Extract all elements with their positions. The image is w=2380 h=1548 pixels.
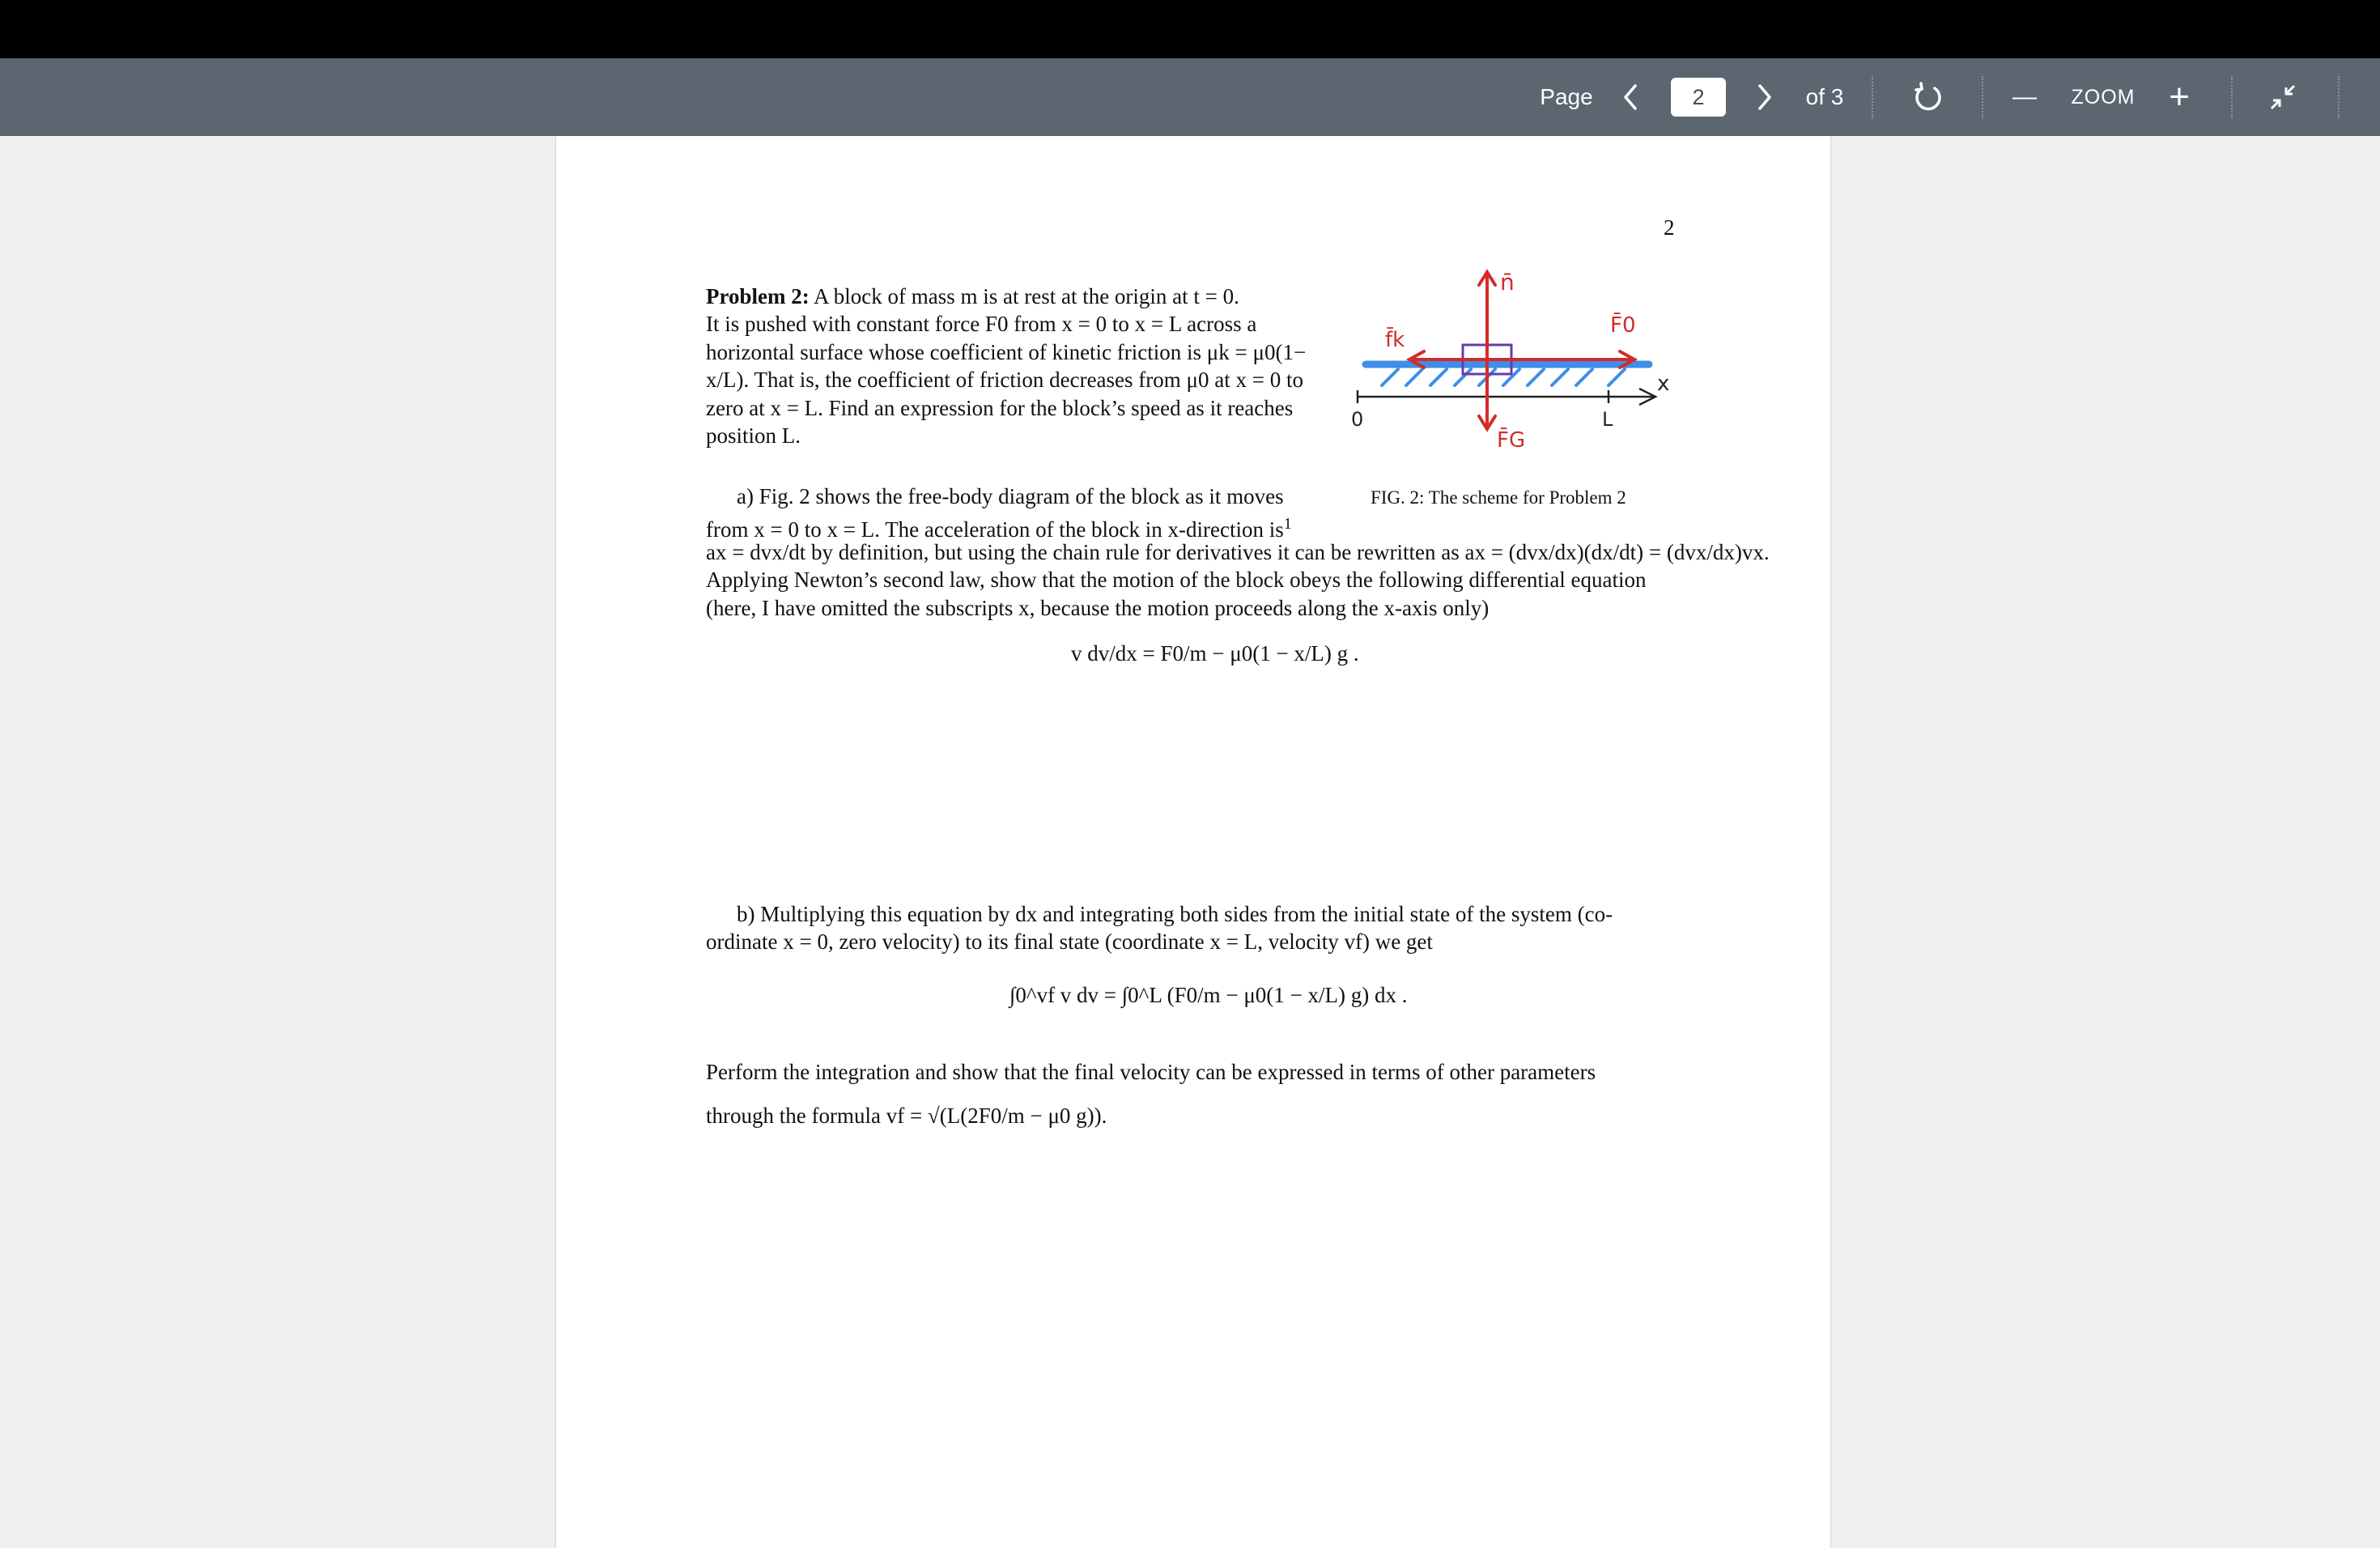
zoom-out-button[interactable]: — [2012,83,2037,110]
page-count: of 3 [1805,84,1844,109]
zoom-label: ZOOM [2071,85,2136,108]
pdf-page [555,136,1831,1548]
rotate-button[interactable] [1912,58,1944,136]
prev-page-button[interactable] [1614,58,1647,136]
toolbar-separator [2338,76,2340,118]
gravity-force-label: F̄G [1497,428,1526,453]
force-arrows [1409,272,1634,429]
part-a-line-4: Applying Newton’s second law, show that the motion of the block obeys the following differential equation [706,568,1647,592]
differential-equation: v dv/dx = F0/m − μ0(1 − x/L) g . [1071,641,1359,666]
problem-line-2: It is pushed with constant force F0 from x = 0 to x = L across a [706,312,1257,336]
chevron-right-icon [1756,83,1774,111]
page-label: Page [1540,84,1593,109]
pdf-toolbar [0,58,2380,136]
origin-label: 0 [1351,408,1364,431]
problem-line-6: position L. [706,423,801,448]
part-b-line-4: through the formula vf = √(L(2F0/m − μ0 g)). [706,1104,1107,1128]
problem-line-3: horizontal surface whose coefficient of kinetic friction is μk = μ0(1− [706,340,1307,364]
end-label: L [1602,408,1613,431]
exit-fullscreen-button[interactable] [2267,58,2299,136]
part-a-line-1: a) Fig. 2 shows the free-body diagram of the block as it moves [737,484,1284,508]
part-b-line-2: ordinate x = 0, zero velocity) to its final state (coordinate x = L, velocity vf) we get [706,929,1433,954]
footnote-mark: 1 [1283,515,1292,533]
free-body-diagram [1349,259,1673,470]
part-a-line-5: (here, I have omitted the subscripts x, because the motion proceeds along the x-axis only) [706,596,1490,620]
zoom-in-button[interactable]: + [2169,77,2190,117]
problem-heading: Problem 2: [706,284,810,308]
chevron-left-icon [1621,83,1639,111]
toolbar-separator [2231,76,2233,118]
problem-line-4: x/L). That is, the coefficient of friction decreases from μ0 at x = 0 to [706,368,1303,392]
part-a-line-2: from x = 0 to x = L. The acceleration of the block in x-direction $is^1$ [706,515,1292,542]
toolbar-separator [1872,76,1873,118]
part-b-line-3: Perform the integration and show that the final velocity can be expressed in terms of other parameters [706,1060,1596,1084]
next-page-button[interactable] [1749,58,1781,136]
part-a-line-3: ax = dvx/dt by definition, but using the chain rule for derivatives it can be rewritten as ax = (dvx/dx)(dx/dt) = (dvx/dx)vx. [706,540,1770,564]
rotate-icon [1912,81,1944,113]
collapse-icon [2267,81,2299,113]
toolbar-separator [1982,76,1983,118]
axis-label: x [1657,372,1670,396]
figure-caption: FIG. 2: The scheme for Problem 2 [1371,487,1626,508]
friction-force-label: f̄k [1385,328,1405,352]
page-number: 2 [1664,215,1675,240]
applied-force-label: F̄0 [1610,313,1636,338]
integral-equation: ∫0^vf v dv = ∫0^L (F0/m − μ0(1 − x/L) g) dx . [1009,983,1408,1007]
problem-line-5: zero at x = L. Find an expression for the block’s speed as it reaches [706,396,1294,420]
surface-hatching [1382,369,1625,385]
page-number-input[interactable] [1671,78,1726,117]
problem-line-1: Problem 2: A block of mass m is at rest at the origin at t = 0. [706,284,1239,308]
top-black-bar [0,0,2380,58]
normal-force-label: n̄ [1500,269,1515,296]
part-b-line-1: b) Multiplying this equation by dx and integrating both sides from the initial state of the system (co- [737,902,1613,926]
